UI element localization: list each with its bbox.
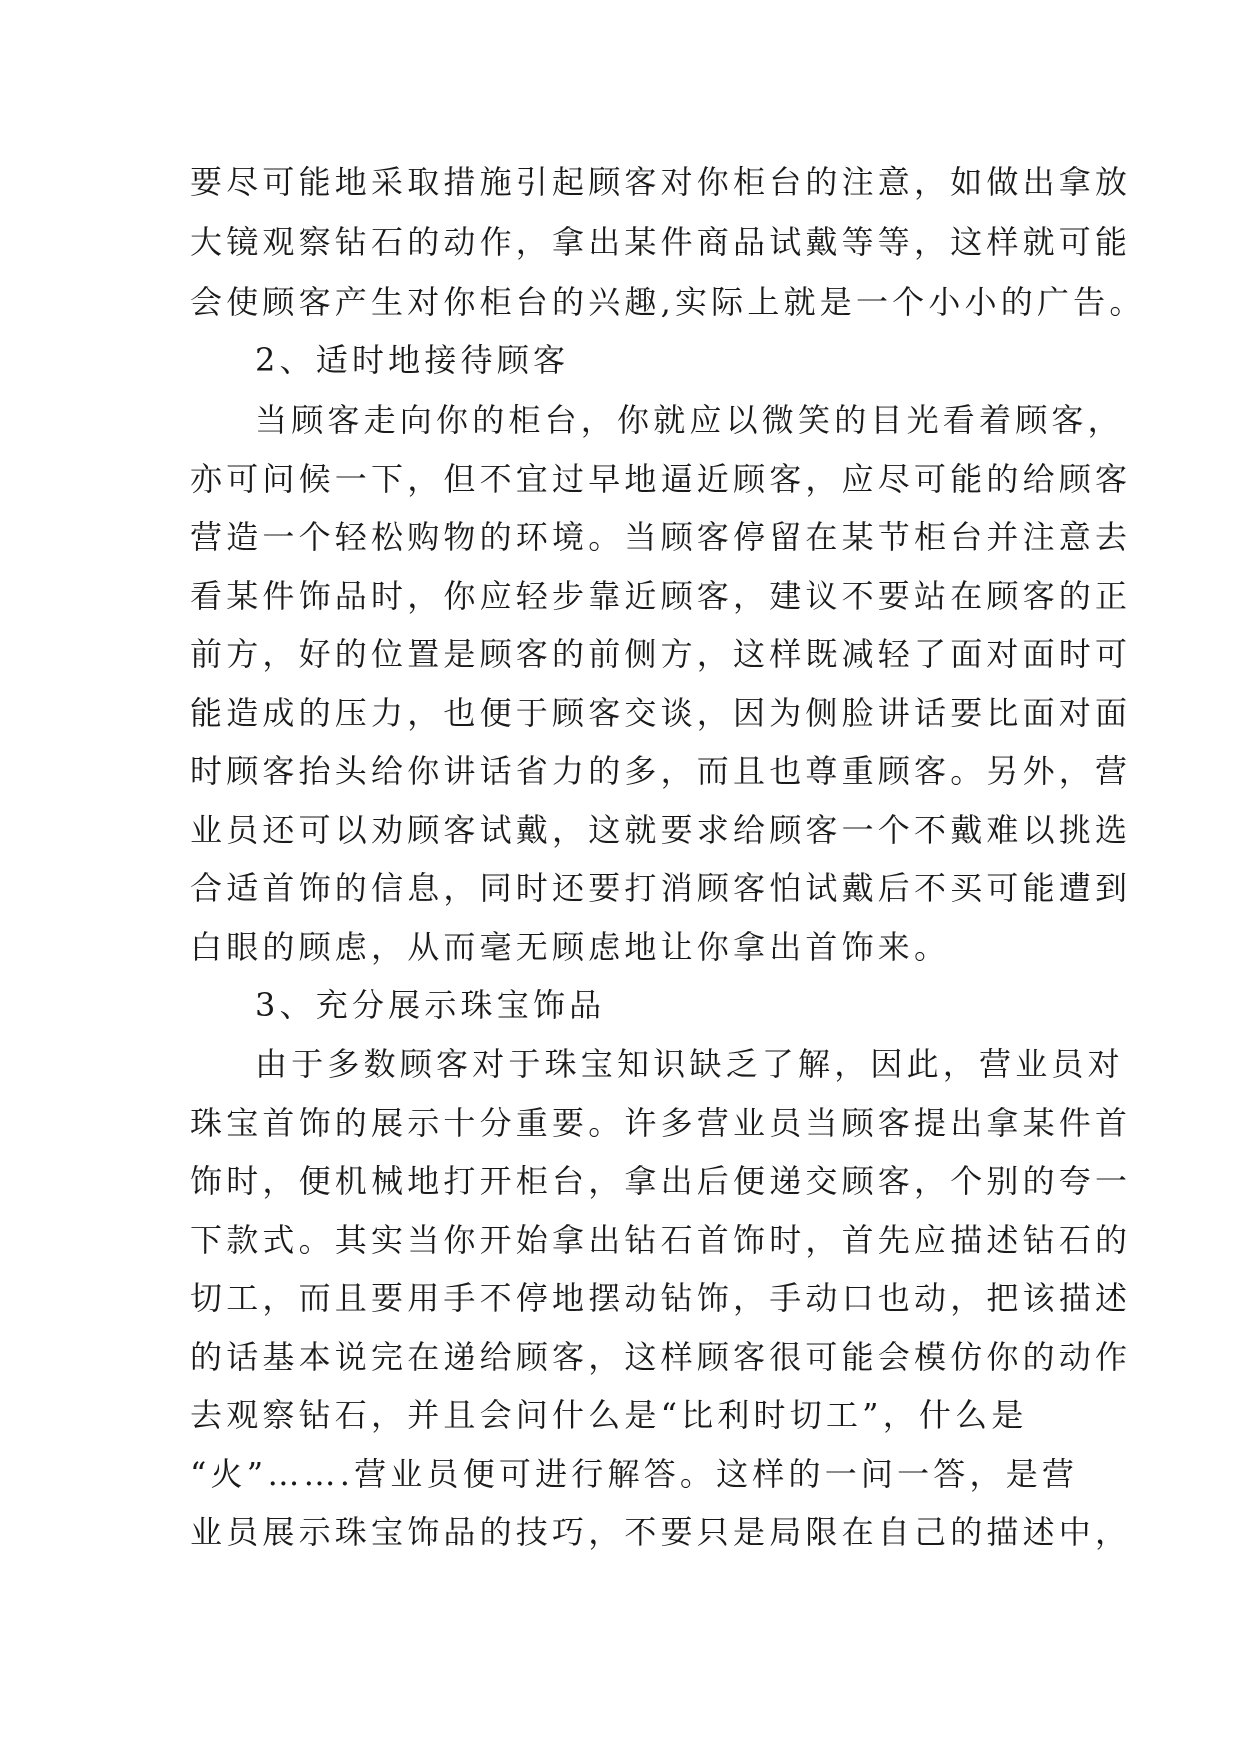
text-line: 由于多数顾客对于珠宝知识缺乏了解，因此，营业员对 <box>255 1045 1124 1083</box>
text-line: 珠宝首饰的展示十分重要。许多营业员当顾客提出拿某件首 <box>190 1104 1132 1142</box>
text-line: 时顾客抬头给你讲话省力的多，而且也尊重顾客。另外，营 <box>190 752 1132 790</box>
text-line: 营造一个轻松购物的环境。当顾客停留在某节柜台并注意去 <box>190 518 1132 556</box>
text-line: 能造成的压力，也便于顾客交谈，因为侧脸讲话要比面对面 <box>190 694 1132 732</box>
text-line: 业员还可以劝顾客试戴，这就要求给顾客一个不戴难以挑选 <box>190 811 1132 849</box>
text-line: 亦可问候一下，但不宜过早地逼近顾客，应尽可能的给顾客 <box>190 460 1132 498</box>
text-line: 去观察钻石，并且会问什么是“比利时切工”，什么是 <box>190 1396 1028 1434</box>
text-line: 白眼的顾虑，从而毫无顾虑地让你拿出首饰来。 <box>190 928 951 966</box>
section-heading: 2、适时地接待顾客 <box>255 341 570 379</box>
text-line: 会使顾客产生对你柜台的兴趣,实际上就是一个小小的广告。 <box>190 283 1146 321</box>
text-line: 大镜观察钻石的动作，拿出某件商品试戴等等，这样就可能 <box>190 223 1132 261</box>
text-line: 前方，好的位置是顾客的前侧方，这样既减轻了面对面时可 <box>190 635 1132 673</box>
text-line: 要尽可能地采取措施引起顾客对你柜台的注意，如做出拿放 <box>190 163 1132 201</box>
text-line: 下款式。其实当你开始拿出钻石首饰时，首先应描述钻石的 <box>190 1221 1132 1259</box>
text-line: 当顾客走向你的柜台，你就应以微笑的目光看着顾客， <box>255 401 1124 439</box>
text-line: 切工，而且要用手不停地摆动钻饰，手动口也动，把该描述 <box>190 1279 1132 1317</box>
text-line: 饰时，便机械地打开柜台，拿出后便递交顾客，个别的夸一 <box>190 1162 1132 1200</box>
text-line: “火”…….营业员便可进行解答。这样的一问一答，是营 <box>190 1455 1079 1493</box>
text-line: 看某件饰品时，你应轻步靠近顾客，建议不要站在顾客的正 <box>190 577 1132 615</box>
text-line: 业员展示珠宝饰品的技巧，不要只是局限在自己的描述中， <box>190 1513 1132 1551</box>
text-line: 合适首饰的信息，同时还要打消顾客怕试戴后不买可能遭到 <box>190 869 1132 907</box>
section-heading: 3、充分展示珠宝饰品 <box>255 986 606 1024</box>
text-line: 的话基本说完在递给顾客，这样顾客很可能会模仿你的动作 <box>190 1338 1132 1376</box>
